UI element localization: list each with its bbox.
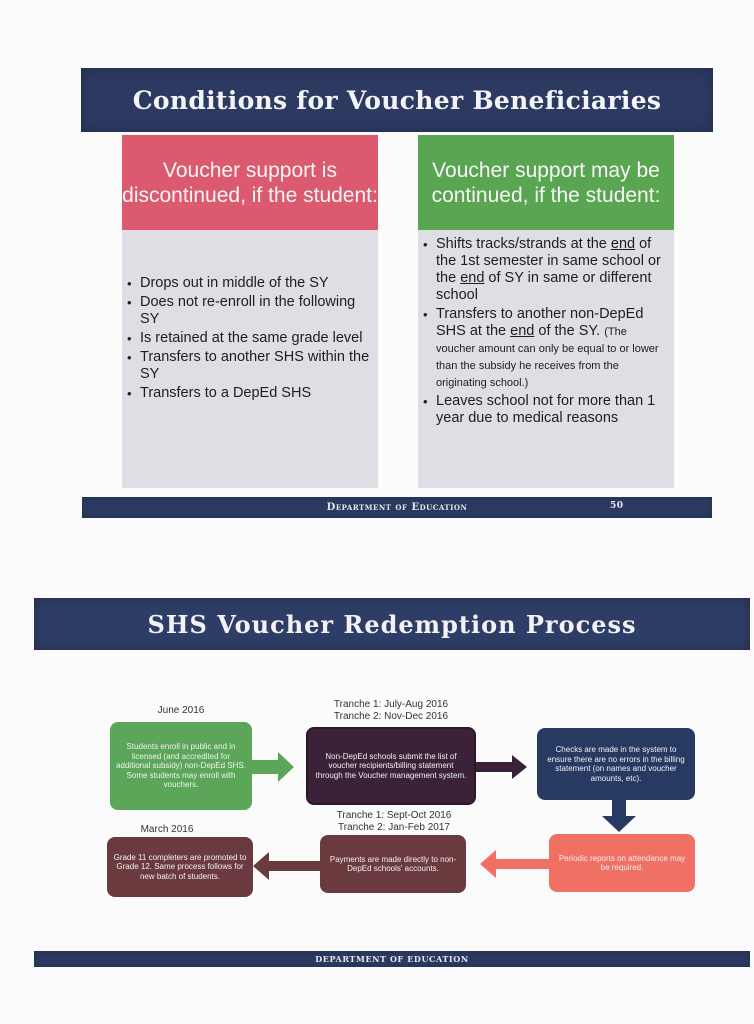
step6-text: Grade 11 completers are promoted to Grade 12. Same process follows for new batch of students. [113,852,247,881]
slide1-footer [82,497,712,518]
step1-enroll-box [110,722,252,810]
step6-date: March 2016 [140,824,194,835]
arrow-left-icon [253,852,321,880]
discontinued-list-panel [122,230,378,488]
footer-label: Department of Education [326,502,468,513]
list-item: • Leaves school not for more than 1 year due to medical reasons [436,393,666,427]
arrow-right-icon [250,752,296,782]
discontinued-header [122,135,378,230]
arrow-right-icon [476,755,528,779]
continued-header-text: Voucher support may be continued, if the student: [431,158,661,207]
step5-dates [304,810,484,834]
continued-list-panel [418,230,674,488]
tranche1-date: Tranche 1: July-Aug 2016 [333,699,449,710]
list-item: • Drops out in middle of the SY [140,275,378,292]
continued-list [418,230,674,427]
list-item: • Transfers to another non-DepEd SHS at the end of the SY. (The voucher amount can only be equal to or lower than the subsidy he receives from the originating school.) [436,306,666,391]
list-item: • Shifts tracks/strands at the end of the 1st semester in same school or the end of SY in same or different school [436,236,666,304]
step3-text: Checks are made in the system to ensure there are no errors in the billing statement (on names and voucher amounts, etc). [547,745,685,783]
list-item: • Transfers to another SHS within the SY [140,349,378,383]
tranche1-date: Tranche 1: Sept-Oct 2016 [336,810,452,821]
step2-text: Non-DepEd schools submit the list of voucher recipients/billing statement through the Voucher management system. [315,751,467,780]
step2-submit-box [306,727,476,805]
footer-label: DEPARTMENT OF EDUCATION [315,954,469,964]
step5-text: Payments are made directly to non-DepEd schools' accounts. [329,854,457,873]
page-number: 50 [610,501,624,511]
slide2-title-bar [34,598,750,650]
slide1-title-bar [81,68,713,132]
voucher-amount-note: (The voucher amount can only be equal to or lower than the subsidy he receives from the originating school.) [436,326,659,389]
list-item: • Transfers to a DepEd SHS [140,385,378,402]
tranche2-date: Tranche 2: Jan-Feb 2017 [338,822,450,833]
discontinued-list [122,230,378,402]
discontinued-header-text: Voucher support is discontinued, if the student: [122,158,378,207]
step1-text: Students enroll in public and in licensed (and accredited for additional subsidy) non-DepEd SHS. Some students may enroll with vouchers. [116,742,246,790]
step6-promotion-box [107,837,253,897]
step3-checks-box [537,728,695,800]
list-item: • Is retained at the same grade level [140,330,378,347]
continued-header [418,135,674,230]
arrow-down-icon [602,800,636,832]
step4-text: Periodic reports on attendance may be required. [558,853,686,872]
step4-reports-box [549,834,695,892]
slide2-title: SHS Voucher Redemption Process [147,609,637,639]
tranche2-date: Tranche 2: Nov-Dec 2016 [333,711,449,722]
slide2-footer [34,951,750,967]
arrow-left-icon [480,850,550,878]
step5-payments-box [320,835,466,893]
step2-dates [296,699,486,723]
slide1-title: Conditions for Voucher Beneficiaries [132,85,662,115]
list-item: • Does not re-enroll in the following SY [140,294,378,328]
step1-date: June 2016 [157,705,205,716]
